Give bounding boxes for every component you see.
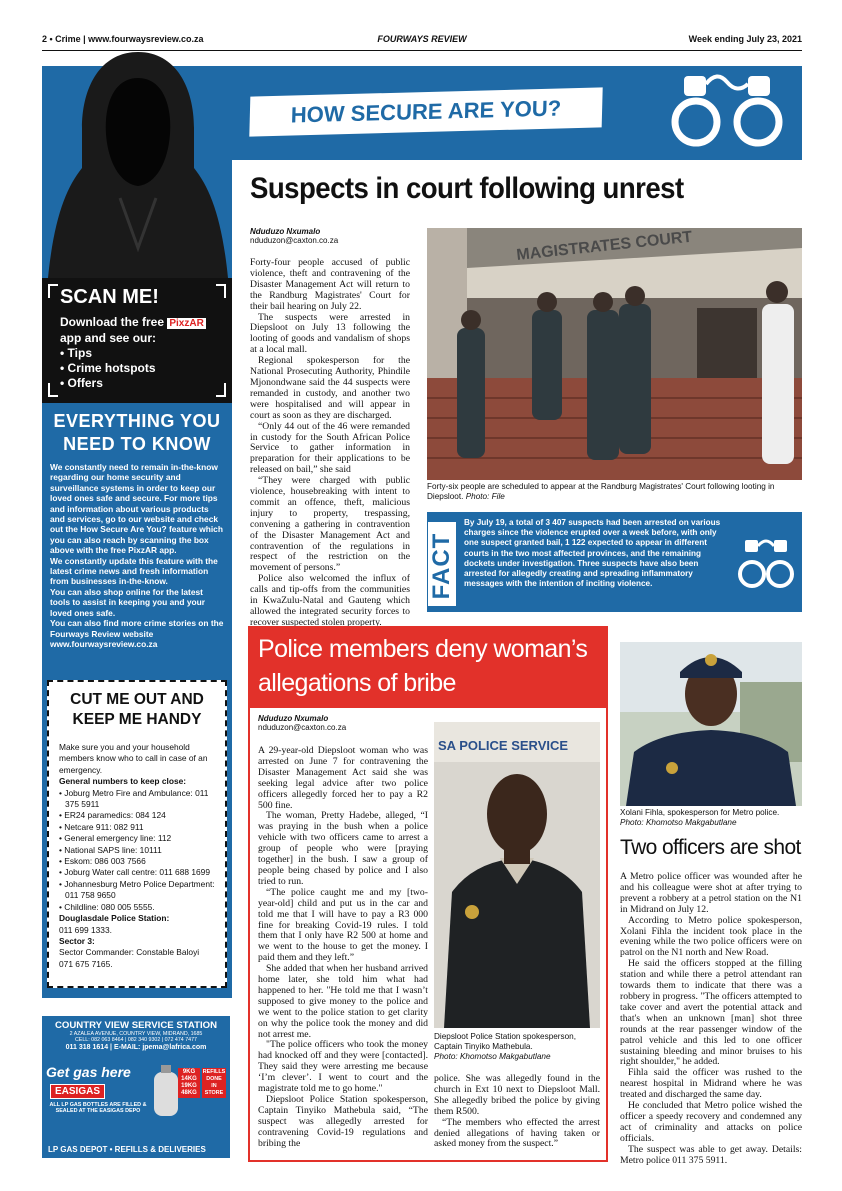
ad-cells: CELL: 082 063 8464 | 082 340 9302 | 072 474 7477 <box>74 1037 198 1044</box>
paragraph: Diepsloot Police Station spokesperson, Captain Tinyiko Mathebula said, “The suspect was allegedly arrested for contravening Covid-19 regulations and bribing the <box>258 1094 428 1149</box>
paragraph: Fihla said the officer was rushed to the nearest hospital in Midrand where he was treated and discharged the same day. <box>620 1067 802 1101</box>
feature-title: HOW SECURE ARE YOU? <box>290 95 562 128</box>
ad-phone: 011 318 1614 | E-MAIL: jpema@lafrica.com <box>65 1043 207 1051</box>
story2-caption <box>434 1032 600 1062</box>
court-sign: MAGISTRATES COURT <box>515 228 694 264</box>
story1-headline: Suspects in court following unrest <box>250 172 684 205</box>
list-item: • Netcare 911: 082 911 <box>59 822 215 833</box>
size-item: 19KG <box>181 1083 197 1089</box>
know-title <box>42 410 232 456</box>
gas-here-text: Get gas here <box>46 1064 131 1080</box>
cut-out-panel <box>47 680 227 988</box>
know-paragraph: You can also find more crime stories on the Fourways Review website www.fourwaysreview.co.za <box>50 618 224 649</box>
pixzar-logo: PixzAR <box>169 318 204 329</box>
author-email: nduduzon@caxton.co.za <box>250 236 339 245</box>
sector-heading: Sector 3: <box>59 935 95 946</box>
refills-word: STORE <box>204 1090 224 1096</box>
caption-credit: Photo: File <box>465 492 505 501</box>
scan-item: • Tips <box>60 346 92 360</box>
story3-caption <box>620 808 802 828</box>
handcuffs-icon <box>662 68 792 154</box>
fact-label-panel <box>428 522 456 606</box>
general-heading: General numbers to keep close: <box>59 776 187 787</box>
list-item: • National SAPS line: 10111 <box>59 845 215 856</box>
ad-footer: LP GAS DEPOT • REFILLS & DELIVERIES <box>48 1145 206 1154</box>
number-list <box>59 788 215 913</box>
gas-promo <box>46 1064 226 1134</box>
paragraph: Regional spokesperson for the National Prosecuting Authority, Phindile Mjonondwane said the 44 suspects were remanded in custody, and another two were hospitalised and will appear in court as soon as they are discharged. <box>250 355 410 421</box>
scan-me-panel[interactable] <box>42 278 232 403</box>
author-email: nduduzon@caxton.co.za <box>258 723 347 732</box>
story2-body <box>258 746 428 1150</box>
scan-line-1: Download the free <box>60 315 168 329</box>
fact-label: FACT <box>428 532 455 600</box>
paragraph: “They were charged with public violence, housebreaking with intent to commit an offence, theft, malicious injury to property, trespassing, convening a gathering in contravention of the Disaster Management Act and contravention of the regulations in respect of the restriction on the movement of persons.” <box>250 475 410 574</box>
caption-text: Diepsloot Police Station spokesperson, Captain Tinyiko Mathebula. <box>434 1032 576 1051</box>
cut-out-intro: Make sure you and your household members know who to call in case of an emergency. <box>59 742 208 775</box>
corner-mark <box>216 383 226 397</box>
caption-text: Forty-six people are scheduled to appear at the Randburg Magistrates' Court following looting in Diepsloot. <box>427 482 775 501</box>
hooded-figure-image <box>48 48 228 278</box>
author-name: Nduduzo Nxumalo <box>250 227 321 236</box>
size-item: 48KG <box>181 1090 197 1096</box>
list-item: • General emergency line: 112 <box>59 833 215 844</box>
author-name: Nduduzo Nxumalo <box>258 714 329 723</box>
corner-mark <box>48 383 58 397</box>
court-photo <box>427 228 802 480</box>
list-item: • Johannesburg Metro Police Department: 011 758 9650 <box>59 879 215 902</box>
paragraph: Forty-four people accused of public violence, theft and contravening of the Disaster Management Act will return to the Randburg Magistrates' Court for their bail hearing on July 22. <box>250 257 410 312</box>
paragraph: The suspects were arrested in Diepsloot on July 13 following the looting of goods and vandalism of shops at a local mall. <box>250 311 410 356</box>
station-heading: Douglasdale Police Station: <box>59 913 170 924</box>
story1-caption <box>427 482 802 502</box>
paragraph: The suspect was able to get away. Details: Metro police 011 375 5911. <box>620 1143 802 1166</box>
know-title-line: NEED TO KNOW <box>63 434 211 454</box>
know-panel <box>42 410 232 649</box>
know-paragraph: We constantly need to remain in-the-know regarding our home security and surveillance systems in order to keep our loved ones safe and secure. For more tips and information about various products and services, go to our website and check out the How Secure Are You? feature which you can also reach by scanning the box above with the free PixzAR app. <box>50 462 223 556</box>
scan-me-title: SCAN ME! <box>60 286 159 308</box>
story2-headline: Police members deny woman’s allegations of bribe <box>250 628 606 708</box>
ad-address: 2 AZALEA AVENUE, COUNTRY VIEW, MIDRAND, 1685 <box>69 1031 203 1037</box>
paragraph: "The police officers who took the money had knocked off and they were [contacted]. They said they were arresting me because ‘I’m clever’. I went to court and the magistrate told me to go home." <box>258 1039 428 1095</box>
corner-mark <box>216 284 226 298</box>
paragraph: “The members who effected the arrest denied allegations of having taken or asked money from the suspect.” <box>434 1116 600 1150</box>
gas-cylinder-icon <box>152 1064 180 1118</box>
refills-badge <box>202 1068 226 1098</box>
police-sign: SA POLICE SERVICE <box>438 738 569 753</box>
paragraph: “Only 44 out of the 46 were remanded in custody for the South African Police Service to gather information in preparation for their applications to be released on bail,” she said <box>250 420 410 476</box>
caption-credit: Photo: Khomotso Makgabutlane <box>434 1052 551 1061</box>
cut-out-title-line: KEEP ME HANDY <box>72 711 202 728</box>
sizes-badge <box>178 1068 200 1098</box>
list-item: • Childline: 080 005 5555. <box>59 902 215 913</box>
metro-spokesperson-photo <box>620 642 802 806</box>
spokesperson-photo <box>434 722 600 1028</box>
list-item: • ER24 paramedics: 084 124 <box>59 810 215 821</box>
cut-out-title-line: CUT ME OUT AND <box>70 691 204 708</box>
list-item: • Joburg Water call centre: 011 688 1699 <box>59 867 215 878</box>
scan-item: • Crime hotspots <box>60 361 156 375</box>
paragraph: “The police caught me and my [two-year-old] child and put us in the car and told me that I will have to pay a R3 000 fine for breaking Covid-19 rules. I told them that I only have R2 500 at home and we went to the house to get the money. I paid them and they left.” <box>258 886 428 964</box>
advertisement[interactable] <box>42 1016 230 1158</box>
story3-headline: Two officers are shot <box>620 836 801 859</box>
paragraph: He said the officers stopped at the filling station and while there a petrol attendant ran towards them to indicate that there was a robbery in progress. "The officers attempted to take cover and avert the potential attack and that's when an unknown [man] shot three rounds at the rear passenger window of the patrol vehicle and this led to one officer sustaining bleeding and minor bruises to his right shoulder," he added. <box>620 958 802 1068</box>
story3-body <box>620 872 802 1166</box>
station-number: 011 699 1333. <box>59 924 112 935</box>
ad-title: COUNTRY VIEW SERVICE STATION <box>54 1020 218 1031</box>
paragraph: He concluded that Metro police wished the officer a speedy recovery and condemned any act of criminality and attacks on police officials. <box>620 1100 802 1144</box>
know-title-line: EVERYTHING YOU <box>53 411 221 431</box>
scan-line-2: app and see our: <box>60 331 157 345</box>
paragraph: A Metro police officer was wounded after he and his colleague were shot at after trying to prevent a robbery at a petrol station on the N1 in Midrand on July 12. <box>620 871 802 915</box>
refills-word: DONE <box>206 1076 222 1082</box>
publication-name: FOURWAYS REVIEW <box>377 34 467 44</box>
paragraph: According to Metro police spokesperson, Xolani Fihla the incident took place in the evening while the two police officers were on patrol on the N1 north and New Road. <box>620 914 802 959</box>
scan-item: • Offers <box>60 376 103 390</box>
paragraph: police. She was allegedly found in the church in Ext 10 next to Diepsloot Mall. She allegedly bribed the police by giving them R500. <box>434 1073 600 1117</box>
refills-word: REFILLS <box>202 1069 226 1075</box>
fact-text: By July 19, a total of 3 407 suspects had been arrested on various charges since the violence erupted over a week before, with only one suspect granted bail, 1 122 expected to appear in different courts in the two most affected provinces, and the remaining dockets under investigation. Three suspects have also been arrested for allegedly creating and spreading inflammatory messages with the intention of inciting violence. <box>464 518 721 589</box>
ad-note: ALL LP GAS BOTTLES ARE FILLED & SEALED AT THE EASIGAS DEPO <box>49 1102 147 1115</box>
paragraph: The woman, Pretty Hadebe, alleged, “I was praying in the bush when a police vehicle with two officers came to arrest a group of people who were [praying together] in the bush. I saw a group of people being chased by police and I also tried to run. <box>258 810 428 887</box>
story2-continued <box>434 1074 600 1150</box>
caption-text: Xolani Fihla, spokesperson for Metro police. <box>620 808 780 817</box>
handcuffs-icon <box>736 530 796 596</box>
paragraph: She added that when her husband arrived home later, she told him what had happened to her. "He told me that I wasn’t supposed to give money to the police and we went to the police station to get clarity on why the police took the money and did not arrest me. <box>258 963 428 1040</box>
list-item: • Joburg Metro Fire and Ambulance: 011 375 5911 <box>59 788 215 811</box>
sector-text: Sector Commander: Constable Baloyi 071 675 7165. <box>59 947 200 969</box>
story1-byline <box>250 227 338 245</box>
corner-mark <box>48 284 58 298</box>
page-header <box>42 34 802 48</box>
know-paragraph: You can also shop online for the latest tools to assist in keeping you and your loved ones safe. <box>50 586 205 618</box>
story2-byline <box>258 714 346 732</box>
emergency-list <box>59 742 215 970</box>
story1-body <box>250 258 410 629</box>
caption-credit: Photo: Khomotso Makgabutlane <box>620 818 737 827</box>
cut-out-title <box>59 690 215 730</box>
paragraph: Police also welcomed the influx of calls and tip-offs from the communities in KwaZulu-Natal and Gauteng which allowed the integrated security forces to recover suspected stolen property. <box>250 573 410 628</box>
paragraph: A 29-year-old Diepsloot woman who was arrested on June 7 for contravening the Disaster Management Act said she was seeking legal advice after two police officers allegedly forced her to pay a R2 500 fine. <box>258 745 428 811</box>
know-paragraph: We constantly update this feature with the latest crime news and fresh information from businesses in-the-know. <box>50 555 218 587</box>
easigas-logo: EASIGAS <box>50 1084 105 1099</box>
refills-word: IN <box>211 1083 217 1089</box>
scan-me-text <box>60 315 222 391</box>
size-item: 9KG <box>182 1069 196 1075</box>
size-item: 14KG <box>181 1076 197 1082</box>
section-folio: 2 • Crime | www.fourwaysreview.co.za <box>42 34 204 44</box>
list-item: • Eskom: 086 003 7566 <box>59 856 215 867</box>
issue-date: Week ending July 23, 2021 <box>688 34 802 44</box>
